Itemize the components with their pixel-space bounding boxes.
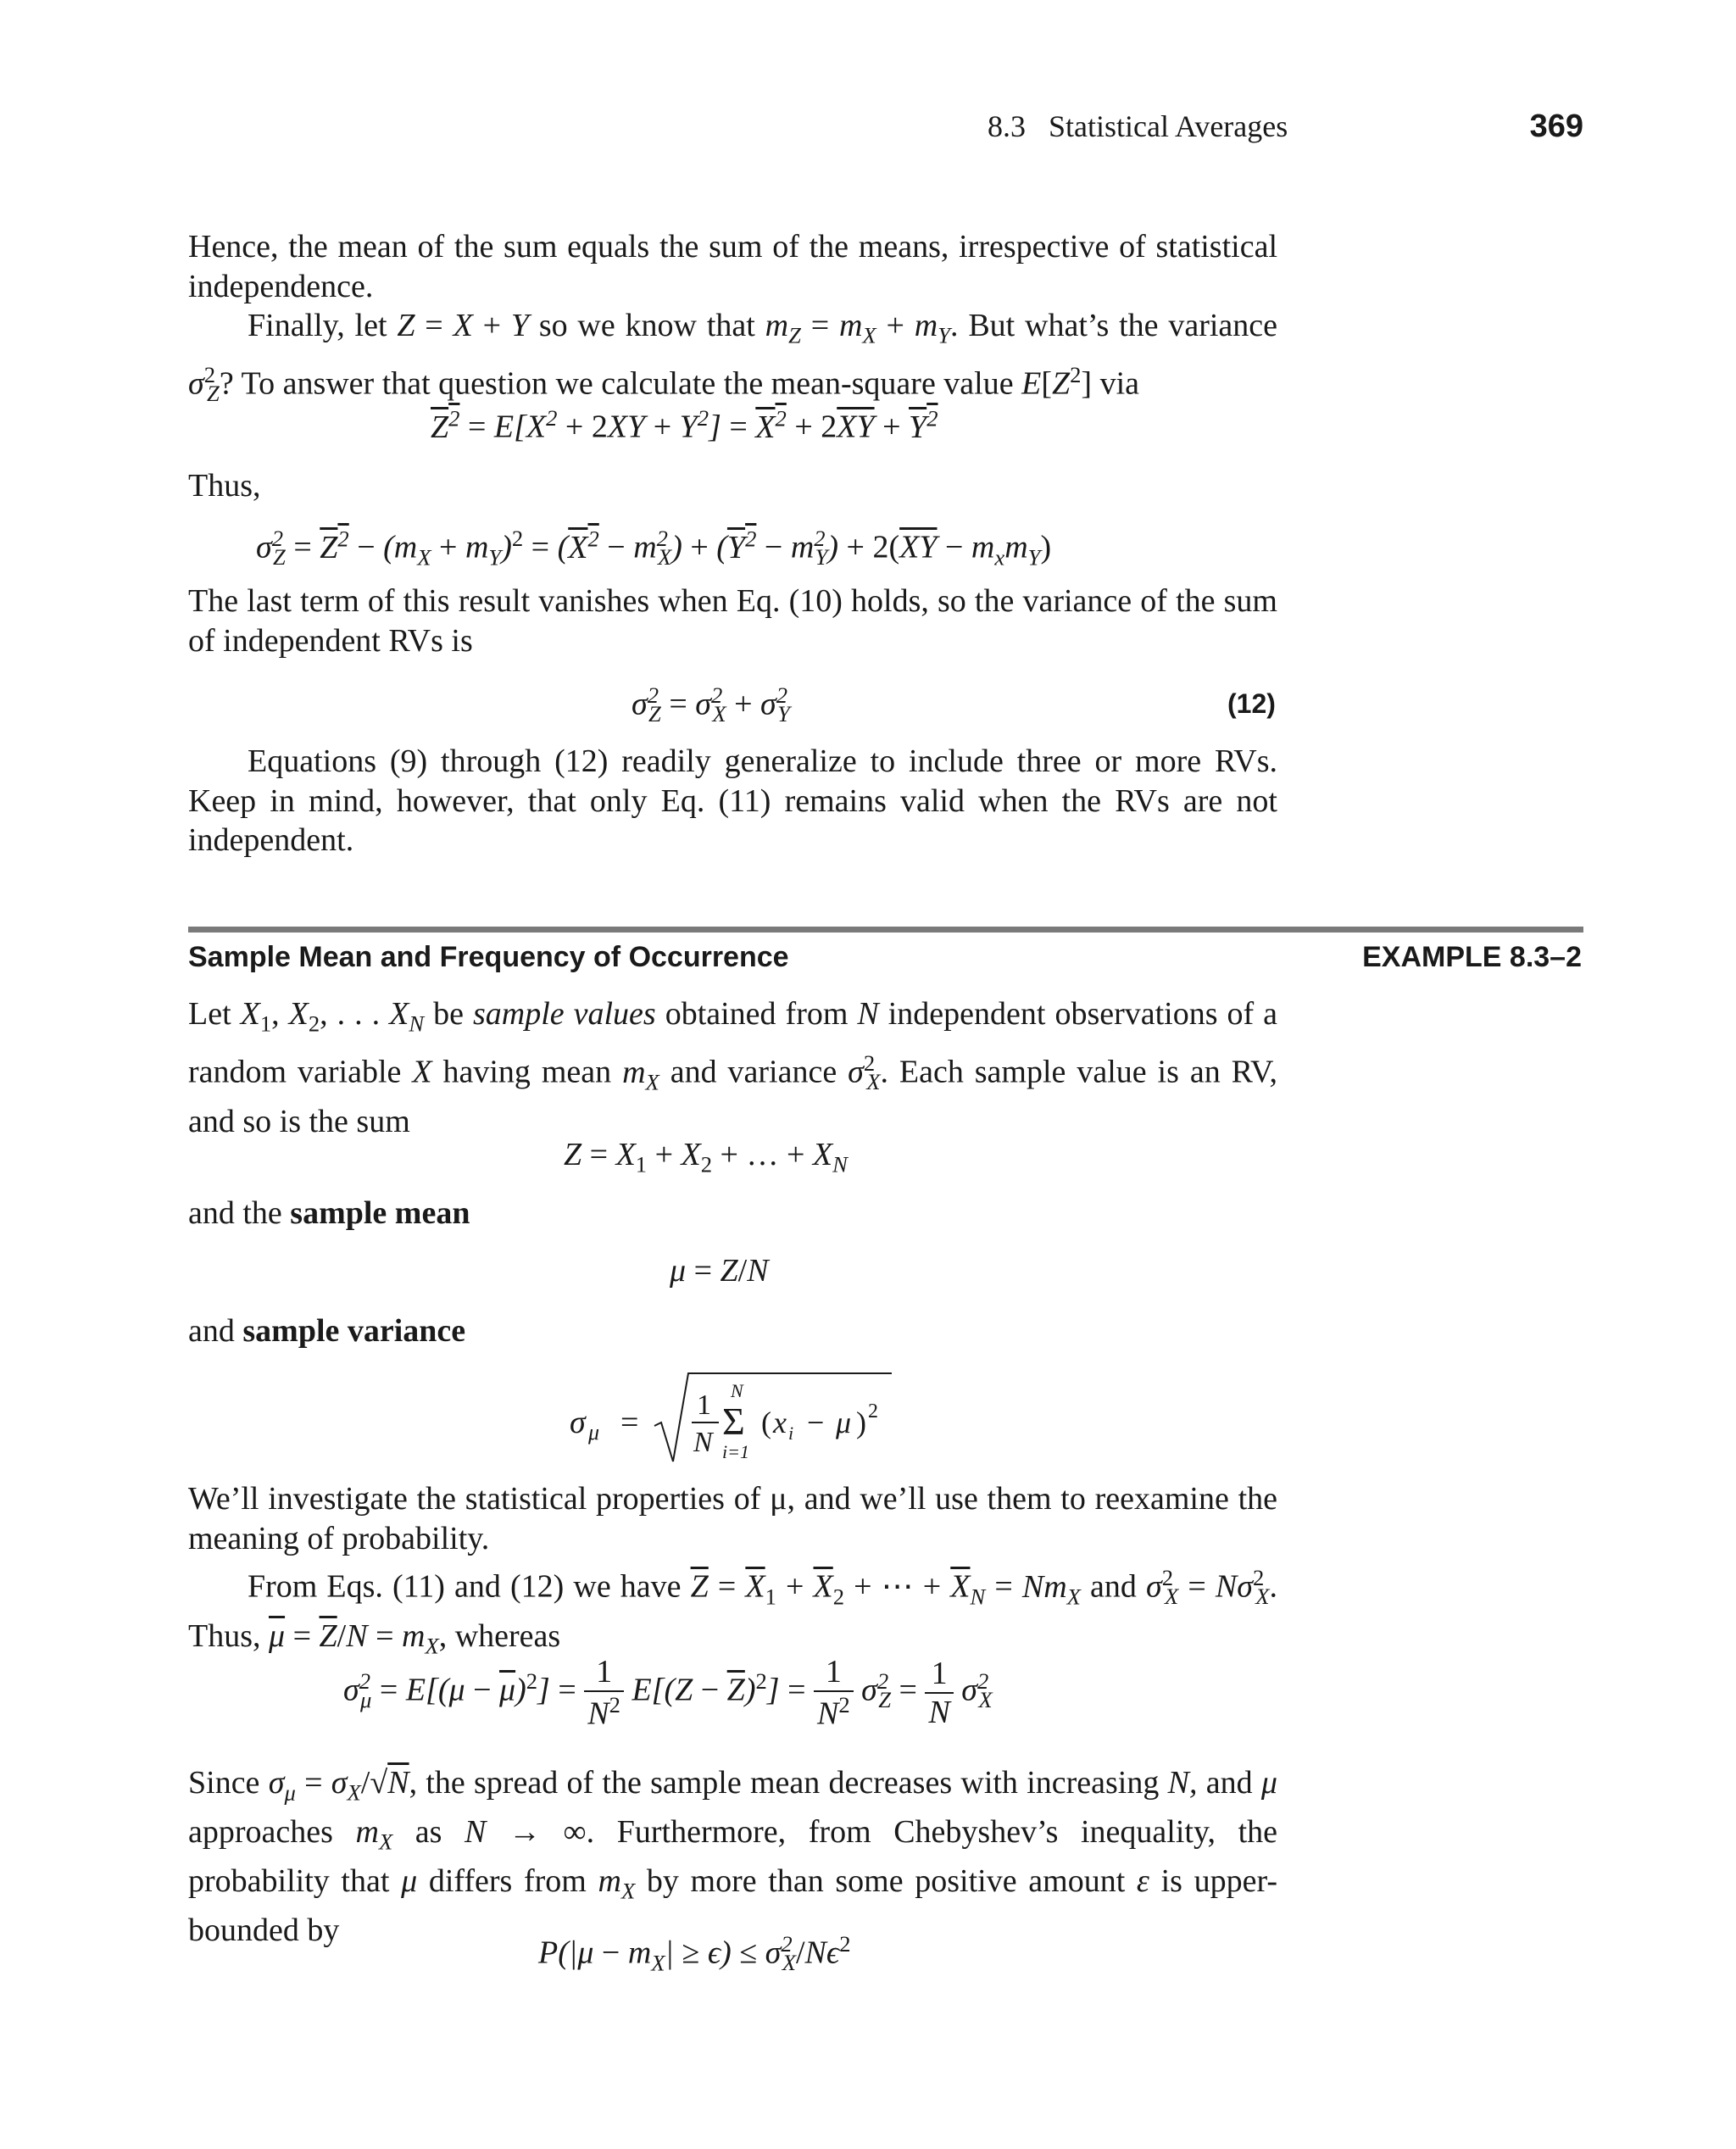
paragraph-sample-mean xyxy=(188,1194,1277,1233)
paragraph-text: We’ll investigate the statistical properties of μ, and we’ll use them to reexamine the meaning of probability. xyxy=(188,1481,1277,1556)
paragraph-generalize xyxy=(188,742,1277,860)
svg-text:i: i xyxy=(788,1422,794,1444)
svg-text:i=1: i=1 xyxy=(722,1441,749,1462)
equation-12: $\sigma^2_Z = \sigma^2_X + \sigma^2_Y$ xyxy=(632,682,790,727)
equation-sample-mean: μ = Z/N xyxy=(670,1253,769,1289)
paragraph-investigate xyxy=(188,1479,1277,1558)
equation-sample-std xyxy=(570,1367,926,1468)
svg-text:σ: σ xyxy=(570,1405,586,1440)
paragraph-last-term xyxy=(188,582,1277,660)
paragraph-text: and sample variance xyxy=(188,1313,466,1349)
example-title: Sample Mean and Frequency of Occurrence xyxy=(188,941,789,973)
svg-text:): ) xyxy=(856,1406,866,1439)
svg-text:N: N xyxy=(693,1427,713,1458)
paragraph-sample-variance xyxy=(188,1311,1277,1351)
equation-chebyshev: $P(|\mu - m_X| \ge \epsilon) \le \sigma^2_X/N\epsilon^2$ xyxy=(538,1931,851,1976)
equation-variance-expansion: $\sigma^2_Z = Z^2 - (m_X + m_Y)^2 = (X^2 - m^2_X) + (Y^2 - m^2_Y) + 2(\overline{XY} - m_xm_Y)$ xyxy=(256,526,1052,571)
paragraph-text: Finally, let Z = X + Y so we know that $m_Z = m_X + m_Y$. But what’s the variance $\sigma^2_Z$? To answer that question we calculate the mean-square value $E[Z^2]$ via xyxy=(188,308,1278,407)
running-header-section: 8.3 Statistical Averages xyxy=(988,109,1288,143)
svg-text:−: − xyxy=(807,1406,825,1439)
paragraph-since xyxy=(188,1763,1277,1951)
paragraph-text: From Eqs. (11) and (12) we have $\overline{Z} = \overline{X}_1 + \overline{X}_2$ + ⋯ + $\overline{X}_N = Nm_X$ and $\sigma^2_X = N\sigma^2_X$. Thus, $\overline{\mu} = \overline{Z}/N = m_X$, whereas xyxy=(188,1565,1278,1659)
term-sample-variance: sample variance xyxy=(242,1313,466,1349)
paragraph-finally xyxy=(188,306,1277,414)
paragraph-text: and the sample mean xyxy=(188,1195,470,1231)
paragraph-from-eqs xyxy=(188,1558,1277,1666)
paragraph-thus xyxy=(188,466,1277,506)
equation-sum: $Z = X_1 + X_2$ + … + $X_N$ xyxy=(564,1137,848,1177)
example-divider xyxy=(188,927,1583,933)
svg-text:N: N xyxy=(731,1380,743,1401)
svg-text:1: 1 xyxy=(697,1389,711,1421)
svg-text:=: = xyxy=(620,1405,639,1440)
paragraph-mean-of-sum xyxy=(188,227,1277,306)
example-label: EXAMPLE 8.3–2 xyxy=(1362,941,1582,973)
paragraph-text: Equations (9) through (12) readily generalize to include three or more RVs. Keep in mind, however, that only Eq. (11) remains valid when the RVs are not independent. xyxy=(188,743,1277,858)
paragraph-text: Hence, the mean of the sum equals the sum of the means, irrespective of statistical independence. xyxy=(188,229,1277,304)
svg-text:μ: μ xyxy=(836,1406,852,1439)
svg-text:x: x xyxy=(773,1406,787,1439)
equation-variance-sample-mean: $\sigma^2_\mu = E[(\mu - \overline{\mu})^2]$ = $\frac{1}{N^2}$ $E[(Z - \overline{Z})^2]$ = $\frac{1}{N^2}$ $\sigma^2_Z$ = $\frac{1}{N}$ $\sigma^2_X$ xyxy=(343,1654,993,1732)
svg-text:μ: μ xyxy=(588,1420,600,1445)
page-number: 369 xyxy=(1529,109,1583,144)
equation-number: (12) xyxy=(1227,688,1276,719)
paragraph-text: The last term of this result vanishes when Eq. (10) holds, so the variance of the sum of independent RVs is xyxy=(188,583,1277,659)
svg-text:Σ: Σ xyxy=(722,1400,745,1443)
paragraph-sample-values xyxy=(188,994,1277,1141)
paragraph-text: Since $\sigma_\mu = \sigma_X/√N$, the spread of the sample mean decreases with increasing N, and μ approaches $m_X$ as N → ∞. Furthermore, from Chebyshev’s inequality, the probability that μ differs from $m_X$ by more than some positive amount ε is upper-bounded by xyxy=(188,1765,1278,1949)
equation-mean-square: $Z^2 = E[X^2 + 2XY + Y^2] = X^2 + 2\overline{XY} + Y^2$ xyxy=(431,405,938,445)
svg-text:2: 2 xyxy=(868,1400,878,1422)
paragraph-text: Thus, xyxy=(188,468,261,504)
paragraph-text: Let $X_1$, $X_2$, . . . $X_N$ be sample values obtained from N independent observations of a random variable X having mean $m_X$ and variance $\sigma^2_X$. Each sample value is an RV, and so is the sum xyxy=(188,996,1278,1139)
svg-text:(: ( xyxy=(761,1406,771,1439)
term-sample-mean: sample mean xyxy=(290,1195,470,1231)
